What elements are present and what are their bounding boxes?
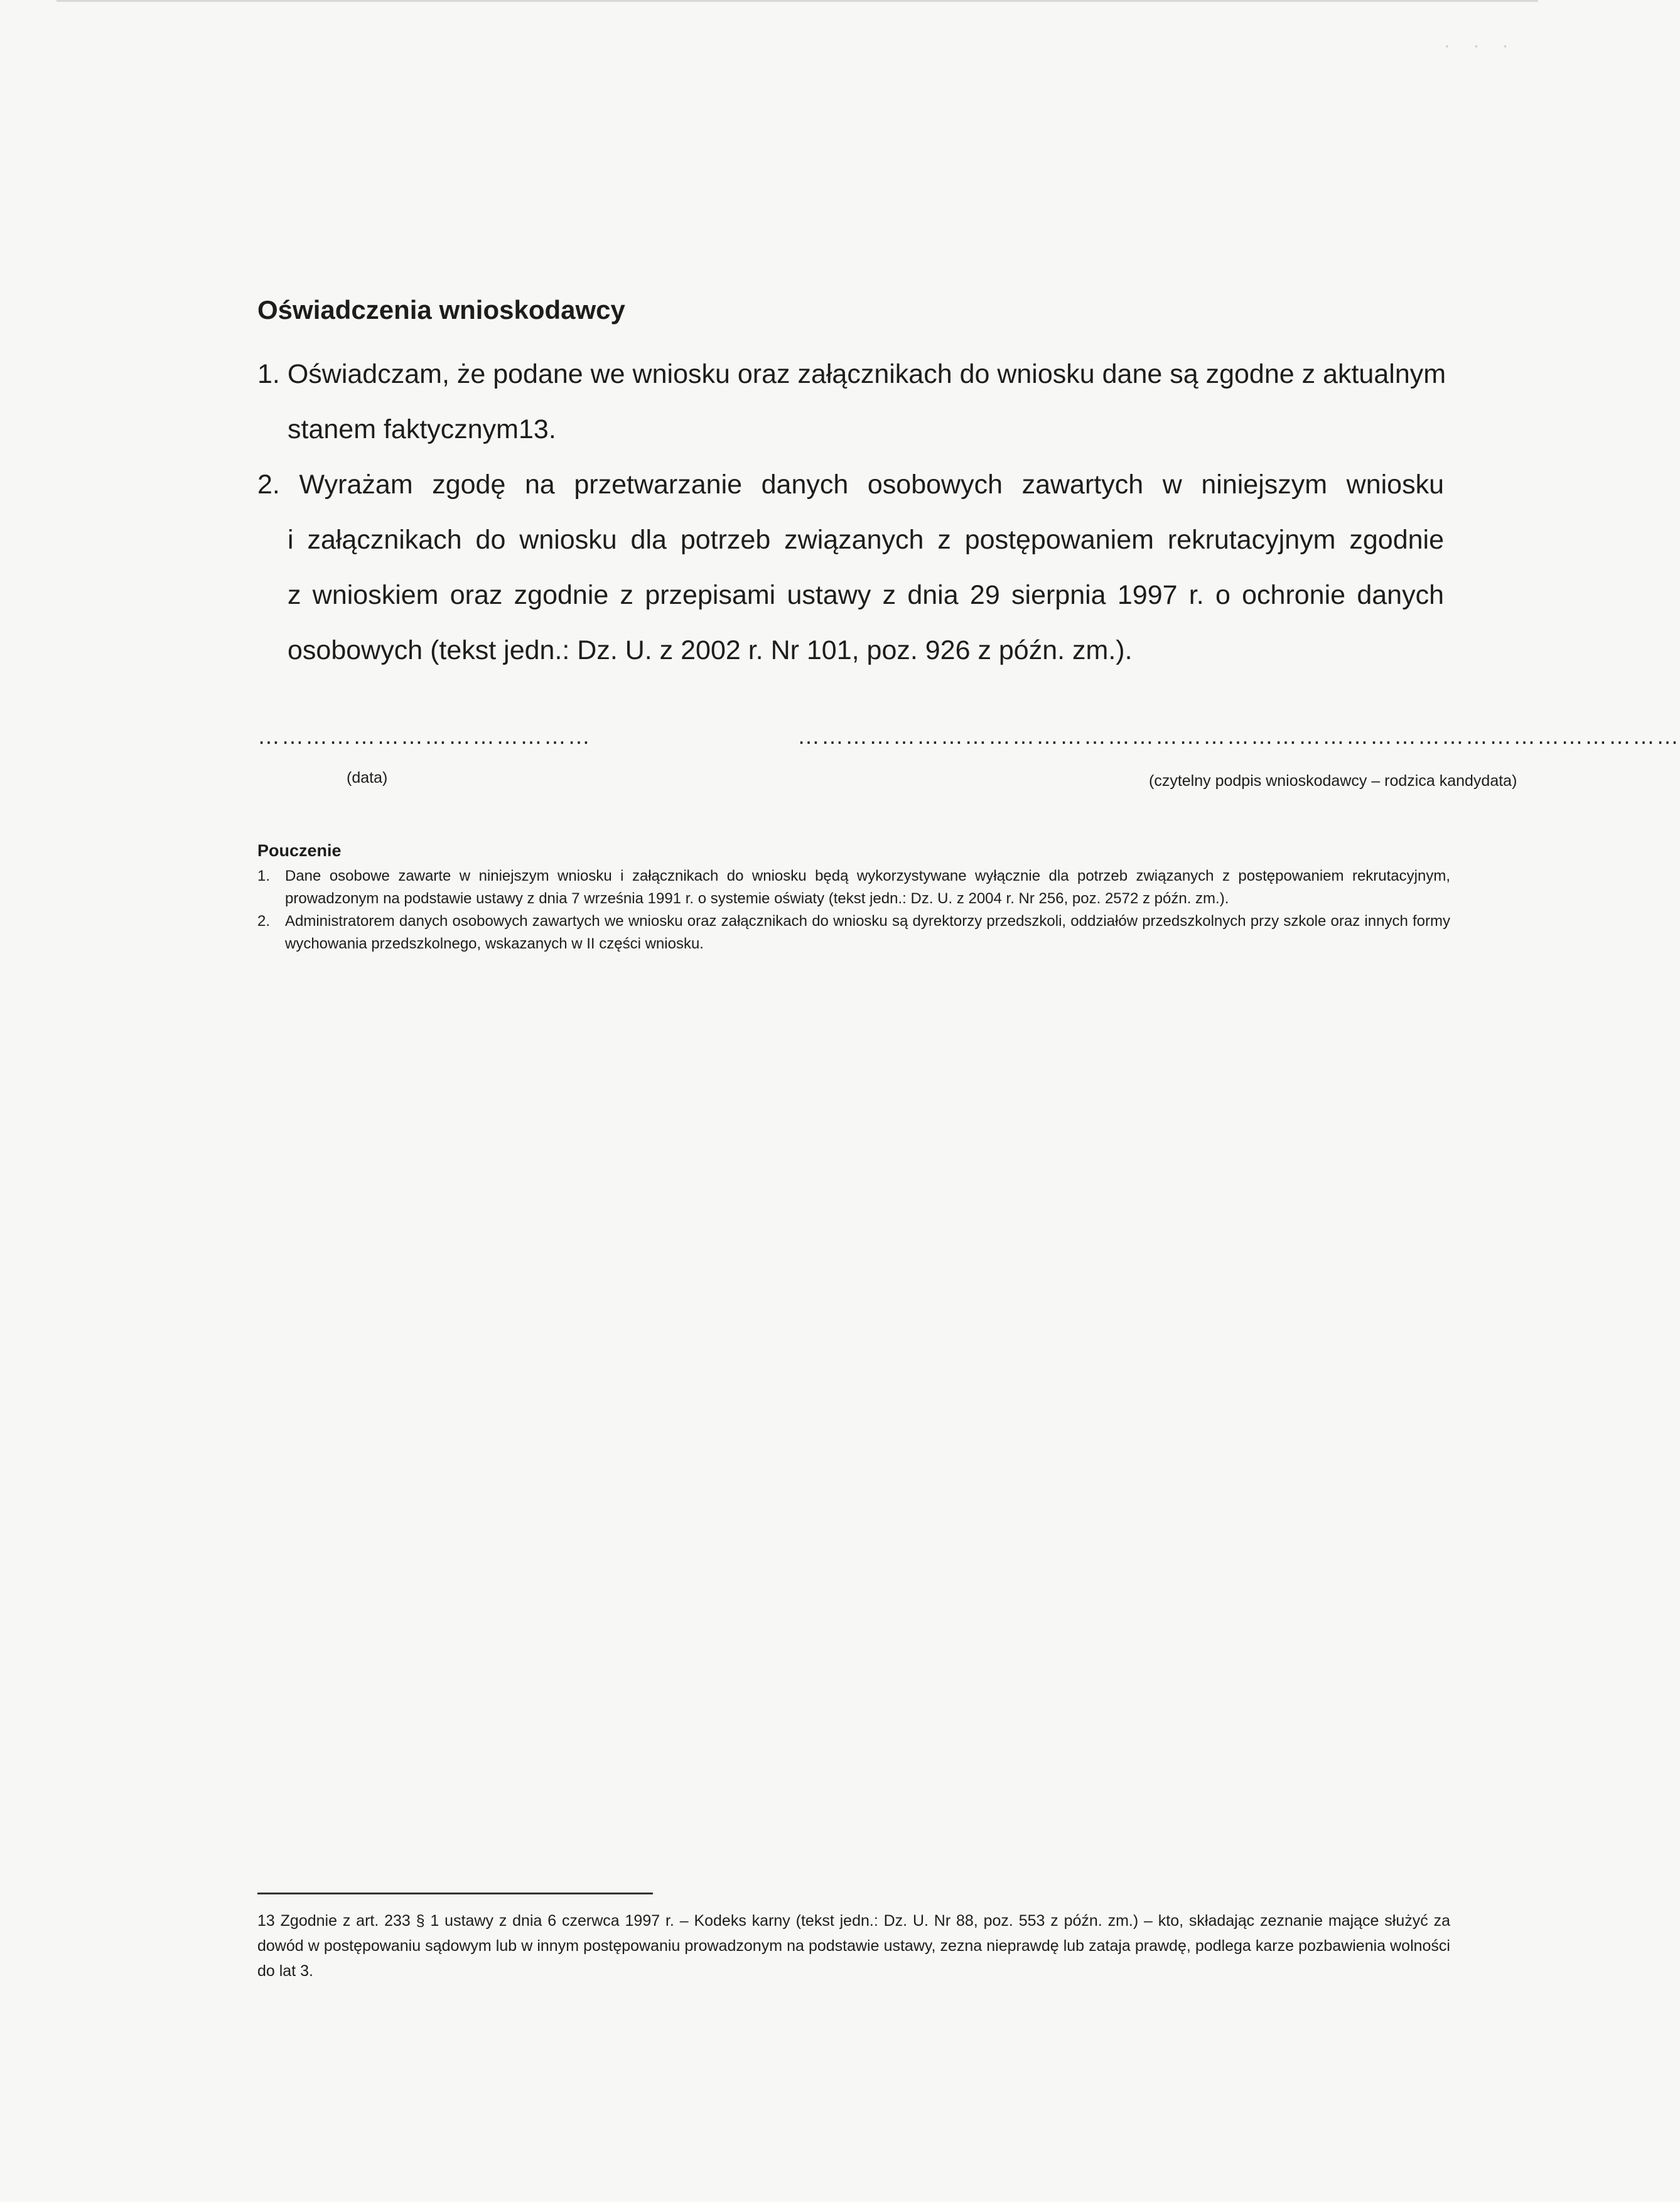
footnote-13: 13 Zgodnie z art. 233 § 1 ustawy z dnia 6 czerwca 1997 r. – Kodeks karny (tekst jedn.: Dz. U. Nr 88, poz. 553 z późn. zm.) – kto, składając zeznanie mające służyć za dowód w postępowaniu sądowym lub w innym postępowaniu prowadzonym na podstawie ustawy, zezna nieprawdę lub zataja prawdę, podlega karze pozbawienia wolności do lat 3. xyxy=(257,1912,1450,1980)
statement-1-line-1: 1. Oświadczam, że podane we wniosku oraz załącznikach do wniosku dane są zgodne z aktualnym xyxy=(257,359,1446,389)
pouczenie-item-1 xyxy=(257,865,1450,910)
statement-2-number: 2. xyxy=(257,470,280,500)
statement-2 xyxy=(257,457,1444,678)
statement-1-number: 1. xyxy=(257,359,280,389)
parent-signature-line: ………………………………………………………………………………………………… xyxy=(797,723,1680,749)
scan-top-edge xyxy=(57,0,1538,2)
statement-2-line-1: 2. Wyrażam zgodę na przetwarzanie danych osobowych zawartych w niniejszym wniosku xyxy=(257,470,1444,500)
pouczenie-item-2-text: Administratorem danych osobowych zawartych we wniosku oraz załącznikach do wniosku są dyrektorzy przedszkoli, oddziałów przedszkolnych przy szkole oraz innych formy wychowania przedszkolnego, wskazanych w II części wniosku. xyxy=(285,913,1450,952)
pouczenie-title: Pouczenie xyxy=(257,841,342,860)
section-heading: Oświadczenia wnioskodawcy xyxy=(257,295,625,325)
statement-2-line-2: i załącznikach do wniosku dla potrzeb związanych z postępowaniem rekrutacyjnym zgodnie xyxy=(288,525,1444,555)
signature-label: (czytelny podpis wnioskodawcy – rodzica kandydata) xyxy=(1149,772,1517,790)
date-signature-line: …………………………………… xyxy=(257,723,591,749)
footnote-separator xyxy=(257,1893,653,1894)
pouczenie-item-2 xyxy=(257,910,1450,955)
pouczenie-item-1-text: Dane osobowe zawarte w niniejszym wniosku i załącznikach do wniosku będą wykorzystywane wyłącznie dla potrzeb związanych z postępowaniem rekrutacyjnym, prowadzonym na podstawie ustawy z dnia 7 września 1991 r. o systemie oświaty (tekst jedn.: Dz. U. z 2004 r. Nr 256, poz. 2572 z późn. zm.). xyxy=(285,867,1450,907)
pouczenie-item-2-number: 2. xyxy=(257,913,271,930)
pouczenie-item-1-number: 1. xyxy=(257,867,271,884)
date-label: (data) xyxy=(347,769,388,787)
statement-2-line-3: z wnioskiem oraz zgodnie z przepisami ustawy z dnia 29 sierpnia 1997 r. o ochronie danych xyxy=(288,580,1444,610)
pouczenie-list xyxy=(257,865,1450,955)
scan-margin-marks: · · · xyxy=(1444,35,1517,56)
statement-1 xyxy=(257,346,1444,457)
statement-1-line-2: stanem faktycznym13. xyxy=(288,414,556,444)
statement-2-line-4: osobowych (tekst jedn.: Dz. U. z 2002 r. Nr 101, poz. 926 z późn. zm.). xyxy=(288,635,1133,665)
